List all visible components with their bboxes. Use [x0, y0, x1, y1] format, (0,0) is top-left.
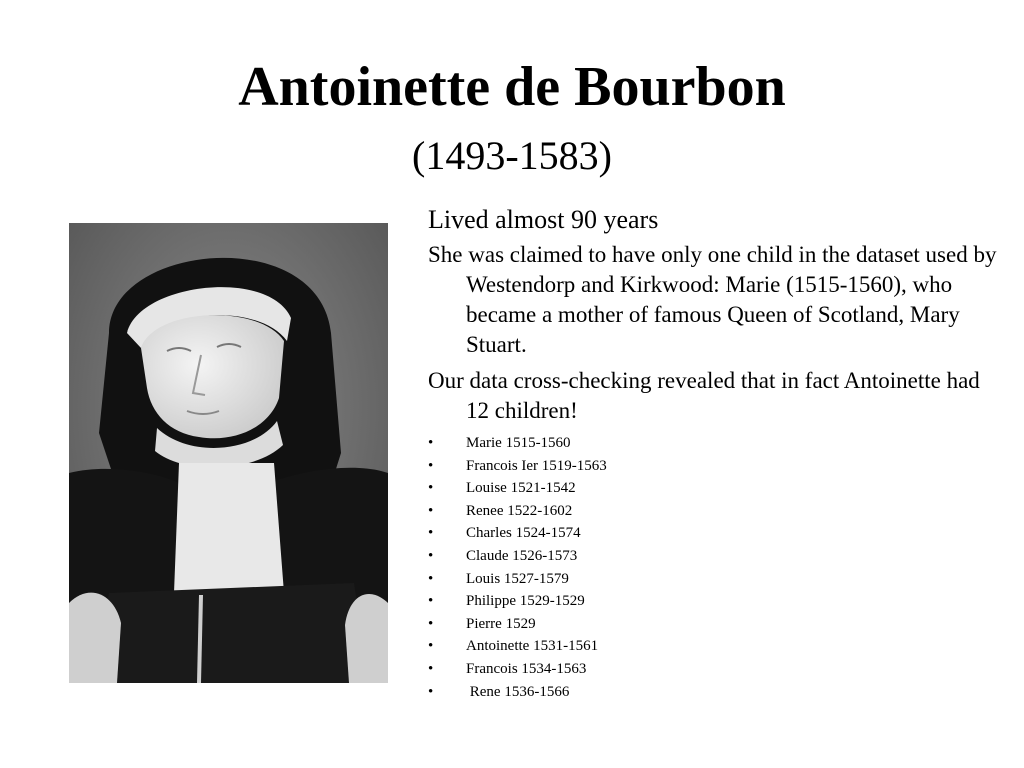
- list-item: • Rene 1536-1566: [428, 681, 998, 704]
- list-item: • Pierre 1529: [428, 613, 998, 636]
- list-item: • Louise 1521-1542: [428, 477, 998, 500]
- list-item: • Marie 1515-1560: [428, 432, 998, 455]
- list-item: • Francois Ier 1519-1563: [428, 455, 998, 478]
- bullet-icon: •: [428, 547, 434, 564]
- list-item: • Claude 1526-1573: [428, 545, 998, 568]
- list-item: • Francois 1534-1563: [428, 658, 998, 681]
- bullet-icon: •: [428, 457, 434, 474]
- lead-text: Lived almost 90 years: [428, 205, 659, 234]
- slide-content: [428, 204, 998, 703]
- bullet-icon: •: [428, 638, 434, 655]
- portrait-image: [69, 223, 388, 683]
- paragraph-claim: She was claimed to have only one child in the dataset used by Westendorp and Kirkwood: Marie (1515-1560), who became a mother of famous Queen of Scotland, Mary Stuart.: [428, 242, 997, 357]
- list-item: • Charles 1524-1574: [428, 522, 998, 545]
- bullet-icon: •: [428, 593, 434, 610]
- slide-title: Antoinette de Bourbon: [238, 56, 786, 118]
- list-item: • Philippe 1529-1529: [428, 590, 998, 613]
- children-list: [428, 432, 998, 703]
- bullet-icon: •: [428, 570, 434, 587]
- bullet-icon: •: [428, 502, 434, 519]
- paragraph-finding: Our data cross-checking revealed that in fact Antoinette had 12 children!: [428, 368, 980, 423]
- list-item: • Antoinette 1531-1561: [428, 635, 998, 658]
- slide-subtitle: (1493-1583): [412, 133, 612, 178]
- bullet-icon: •: [428, 435, 434, 451]
- bullet-icon: •: [428, 660, 434, 677]
- bullet-icon: •: [428, 615, 434, 632]
- bullet-icon: •: [428, 683, 434, 700]
- list-item: • Louis 1527-1579: [428, 568, 998, 591]
- bullet-icon: •: [428, 480, 434, 497]
- list-item: • Renee 1522-1602: [428, 500, 998, 523]
- bullet-icon: •: [428, 525, 434, 542]
